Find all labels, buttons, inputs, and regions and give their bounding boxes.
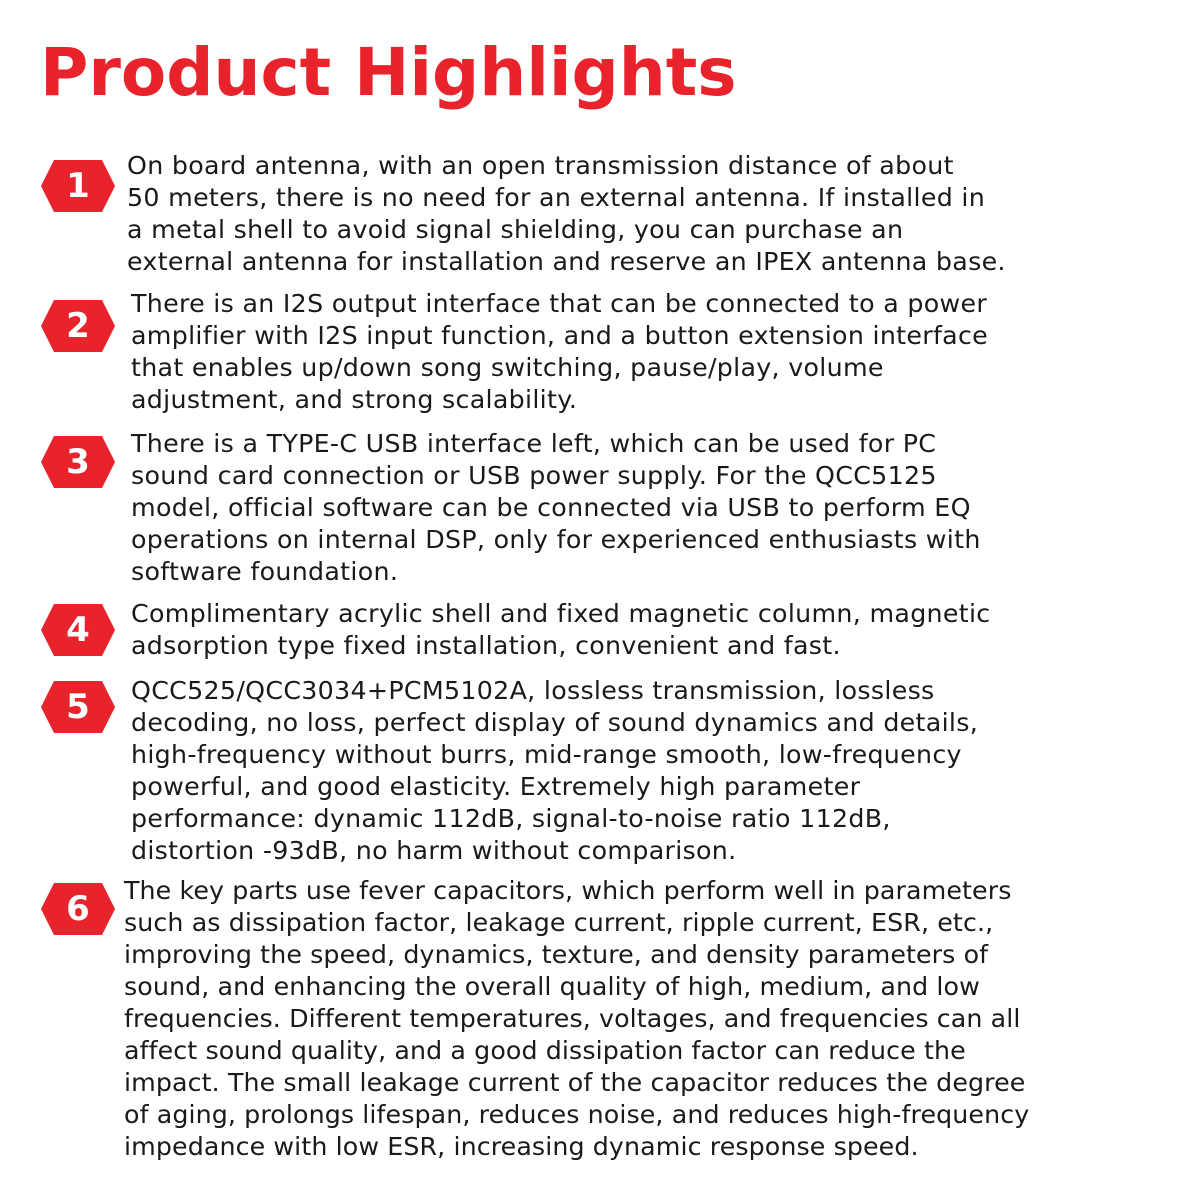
highlight-text: The key parts use fever capacitors, which perform well in parameters such as dissipation factor, leakage current, ripple current, ESR, etc., improving the speed, dynamics, texture, and density parameters of sound, and enhancing the overall quality of high, medium, and low frequencies. Different temperatures, voltages, and frequencies can all affect sound quality, and a good dissipation factor can reduce the impact. The small leakage current of the capacitor reduces the degree of aging, prolongs lifespan, reduces noise, and reduces high-frequency impedance with low ESR, increasing dynamic response speed. <box>124 876 1030 1161</box>
number-badge <box>40 158 116 214</box>
number-badge <box>40 602 116 658</box>
highlight-text: QCC525/QCC3034+PCM5102A, lossless transmission, lossless decoding, no loss, perfect display of sound dynamics and details, high-frequency without burrs, mid-range smooth, low-frequency powerful, and good elasticity. Extremely high parameter performance: dynamic 112dB, signal-to-noise ratio 112dB, distortion -93dB, no harm without comparison. <box>131 676 979 865</box>
highlight-text: Complimentary acrylic shell and fixed magnetic column, magnetic adsorption type fixed installation, convenient and fast. <box>131 599 991 660</box>
badge-number: 1 <box>66 166 90 206</box>
highlight-text: There is a TYPE-C USB interface left, which can be used for PC sound card connection or USB power supply. For the QCC5125 model, official software can be connected via USB to perform EQ operations on internal DSP, only for experienced enthusiasts with software foundation. <box>131 429 981 586</box>
number-badge <box>40 434 116 490</box>
badge-number: 5 <box>66 687 90 727</box>
page-title: Product Highlights <box>40 34 737 111</box>
highlight-text: There is an I2S output interface that can be connected to a power amplifier with I2S input function, and a button extension interface that enables up/down song switching, pause/play, volume adjustment, and strong scalability. <box>131 289 989 414</box>
number-badge <box>40 298 116 354</box>
badge-number: 6 <box>66 889 90 929</box>
badge-number: 3 <box>66 442 90 482</box>
badge-number: 2 <box>66 306 90 346</box>
number-badge <box>40 881 116 937</box>
number-badge <box>40 679 116 735</box>
highlight-text: On board antenna, with an open transmission distance of about 50 meters, there is no need for an external antenna. If installed in a metal shell to avoid signal shielding, you can purchase an external antenna for installation and reserve an IPEX antenna base. <box>127 151 1006 276</box>
badge-number: 4 <box>66 610 90 650</box>
